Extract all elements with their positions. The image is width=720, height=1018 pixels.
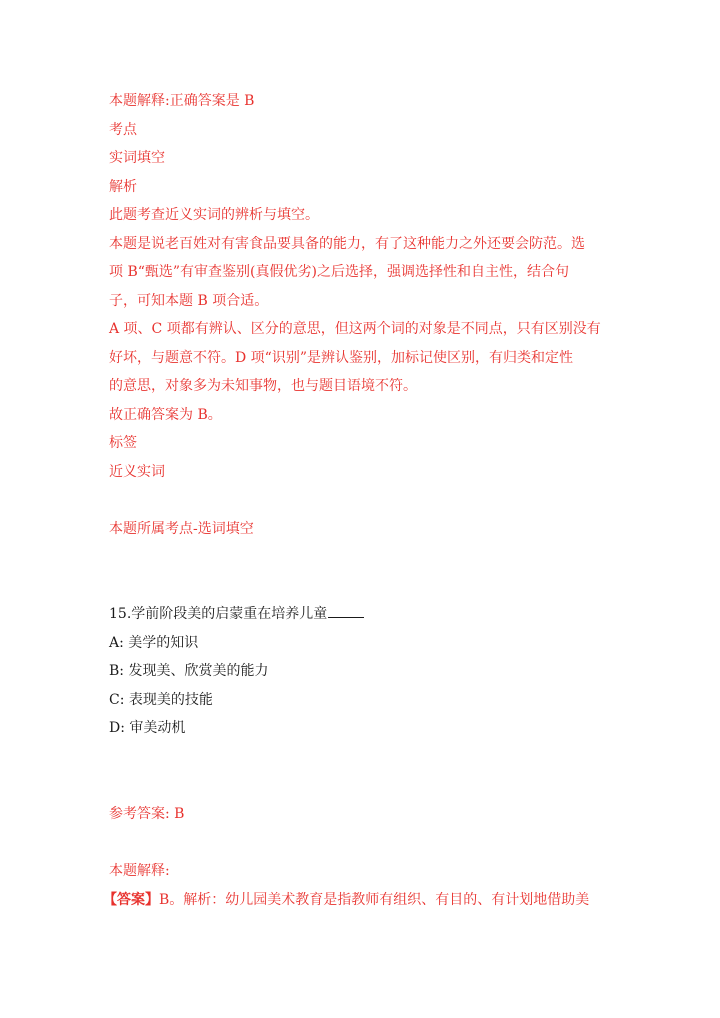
explanation-text: B。解析：幼儿园美术教育是指教师有组织、有目的、有计划地借助美 [159, 892, 590, 908]
option-c: C: 表现美的技能 [109, 692, 213, 708]
para1-line2: 项 B“甄选”有审查鉴别(真假优劣)之后选择，强调选择性和自主性，结合句 [109, 264, 569, 280]
answer-line: 本题解释:正确答案是 B [109, 93, 255, 109]
belongs-kaodian: 本题所属考点-选词填空 [109, 521, 254, 537]
para2-line3: 的意思，对象多为未知事物，也与题目语境不符。 [109, 378, 417, 394]
question-stem [109, 605, 364, 623]
tag-label: 标签 [109, 435, 137, 451]
para1-line3: 子，可知本题 B 项合适。 [109, 293, 269, 309]
kaodian-value: 实词填空 [109, 150, 165, 166]
option-b: B: 发现美、欣赏美的能力 [109, 663, 269, 679]
tag-value: 近义实词 [109, 464, 165, 480]
explanation-line [103, 891, 589, 909]
jiexi-line1: 此题考查近义实词的辨析与填空。 [109, 207, 319, 223]
option-d: D: 审美动机 [109, 720, 186, 736]
option-a: A: 美学的知识 [109, 635, 199, 651]
para2-line1: A 项、C 项都有辨认、区分的意思，但这两个词的对象是不同点，只有区别没有 [109, 321, 601, 337]
para2-line2: 好坏，与题意不符。D 项“识别”是辨认鉴别，加标记使区别，有归类和定性 [109, 350, 573, 366]
reference-answer: 参考答案: B [109, 806, 185, 822]
para1-line1: 本题是说老百姓对有害食品要具备的能力，有了这种能力之外还要会防范。选 [109, 236, 585, 252]
answer-blank [328, 605, 364, 618]
question-stem-text: 15.学前阶段美的启蒙重在培养儿童 [109, 606, 328, 622]
jiexi-label: 解析 [109, 179, 137, 195]
kaodian-label: 考点 [109, 122, 137, 138]
conclusion: 故正确答案为 B。 [109, 407, 222, 423]
explanation-bracket: 【答案】 [103, 892, 159, 908]
explanation-label: 本题解释: [109, 863, 170, 879]
